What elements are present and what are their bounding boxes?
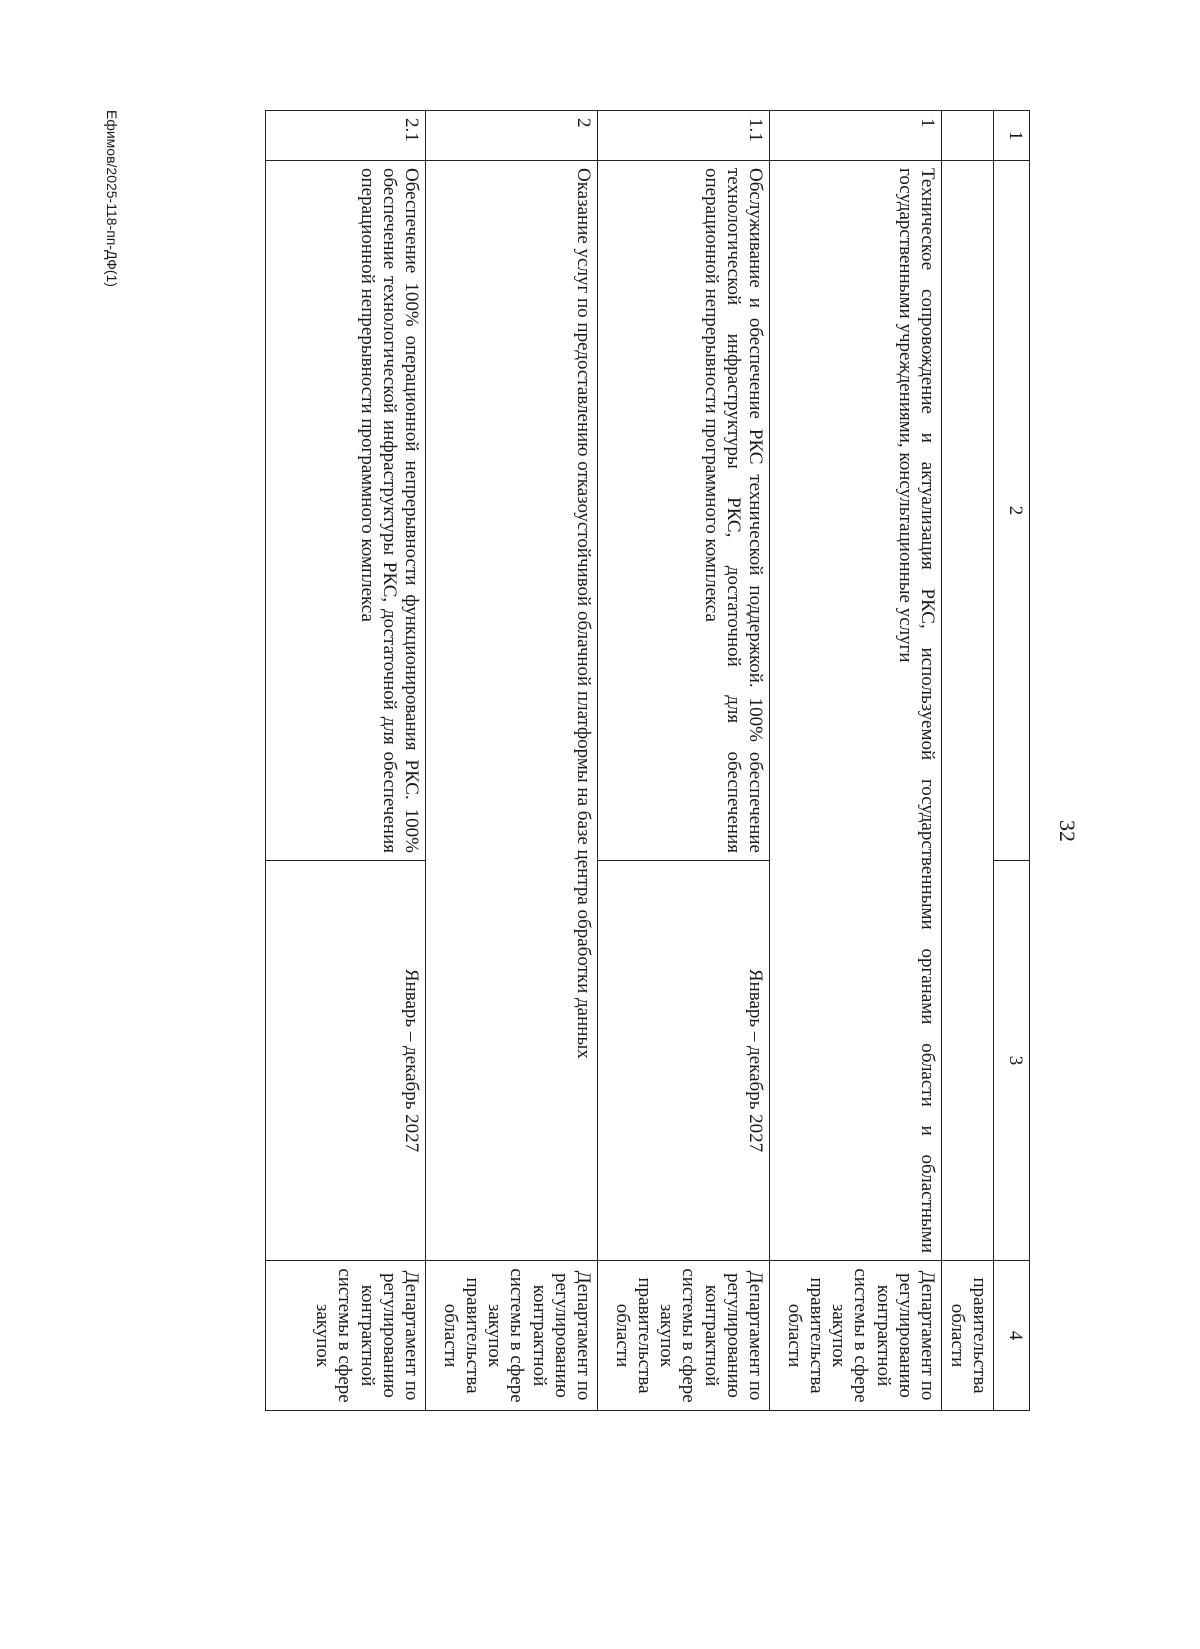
task-row-2-1 (266, 111, 426, 1411)
page-number: 32 (1055, 820, 1080, 842)
header-col-4: 4 (994, 1261, 1030, 1411)
row-2-1-description: Обеспечение 100% операционной непрерывности функционирования РКС. 100% обеспечение технологической инфраструктуры РКС, достаточной для обеспечения операционной непрерывности программного комплекса (266, 161, 426, 861)
row-1-1-period: Январь – декабрь 2027 (598, 861, 770, 1261)
section-1-department: Департамент по регулированию контрактной системы в сфере закупок правительства области (770, 1261, 942, 1411)
plan-table (265, 110, 1030, 1411)
header-col-3: 3 (994, 861, 1030, 1261)
row-1-1-department: Департамент по регулированию контрактной системы в сфере закупок правительства области (598, 1261, 770, 1411)
row-1-1-number: 1.1 (598, 111, 770, 161)
section-2-title: Оказание услуг по предоставлению отказоустойчивой облачной платформы на базе центра обработки данных (426, 161, 598, 1261)
rotated-page (104, 80, 1080, 1560)
section-row-1 (770, 111, 942, 1411)
header-row (994, 111, 1030, 1411)
row-2-1-number: 2.1 (266, 111, 426, 161)
header-col-1: 1 (994, 111, 1030, 161)
continuation-num (942, 111, 994, 161)
task-row-1-1 (598, 111, 770, 1411)
document-footer-code: Ефимов/2025-118-пп-ДФ(1) (104, 110, 120, 287)
continuation-row (942, 111, 994, 1411)
row-2-1-department: Департамент по регулированию контрактной системы в сфере закупок (266, 1261, 426, 1411)
continuation-dept: правительства области (942, 1261, 994, 1411)
row-2-1-period: Январь – декабрь 2027 (266, 861, 426, 1261)
row-1-1-description: Обслуживание и обеспечение РКС технической поддержкой. 100% обеспечение технологической инфраструктуры РКС, достаточной для обеспечения операционной непрерывности программного комплекса (598, 161, 770, 861)
section-1-number: 1 (770, 111, 942, 161)
section-row-2 (426, 111, 598, 1411)
section-1-title: Техническое сопровождение и актуализация РКС, используемой государственными органами области и областными государственными учреждениями, консультационные услуги (770, 161, 942, 1261)
section-2-number: 2 (426, 111, 598, 161)
section-2-department: Департамент по регулированию контрактной системы в сфере закупок правительства области (426, 1261, 598, 1411)
continuation-text (942, 161, 994, 1261)
header-col-2: 2 (994, 161, 1030, 861)
